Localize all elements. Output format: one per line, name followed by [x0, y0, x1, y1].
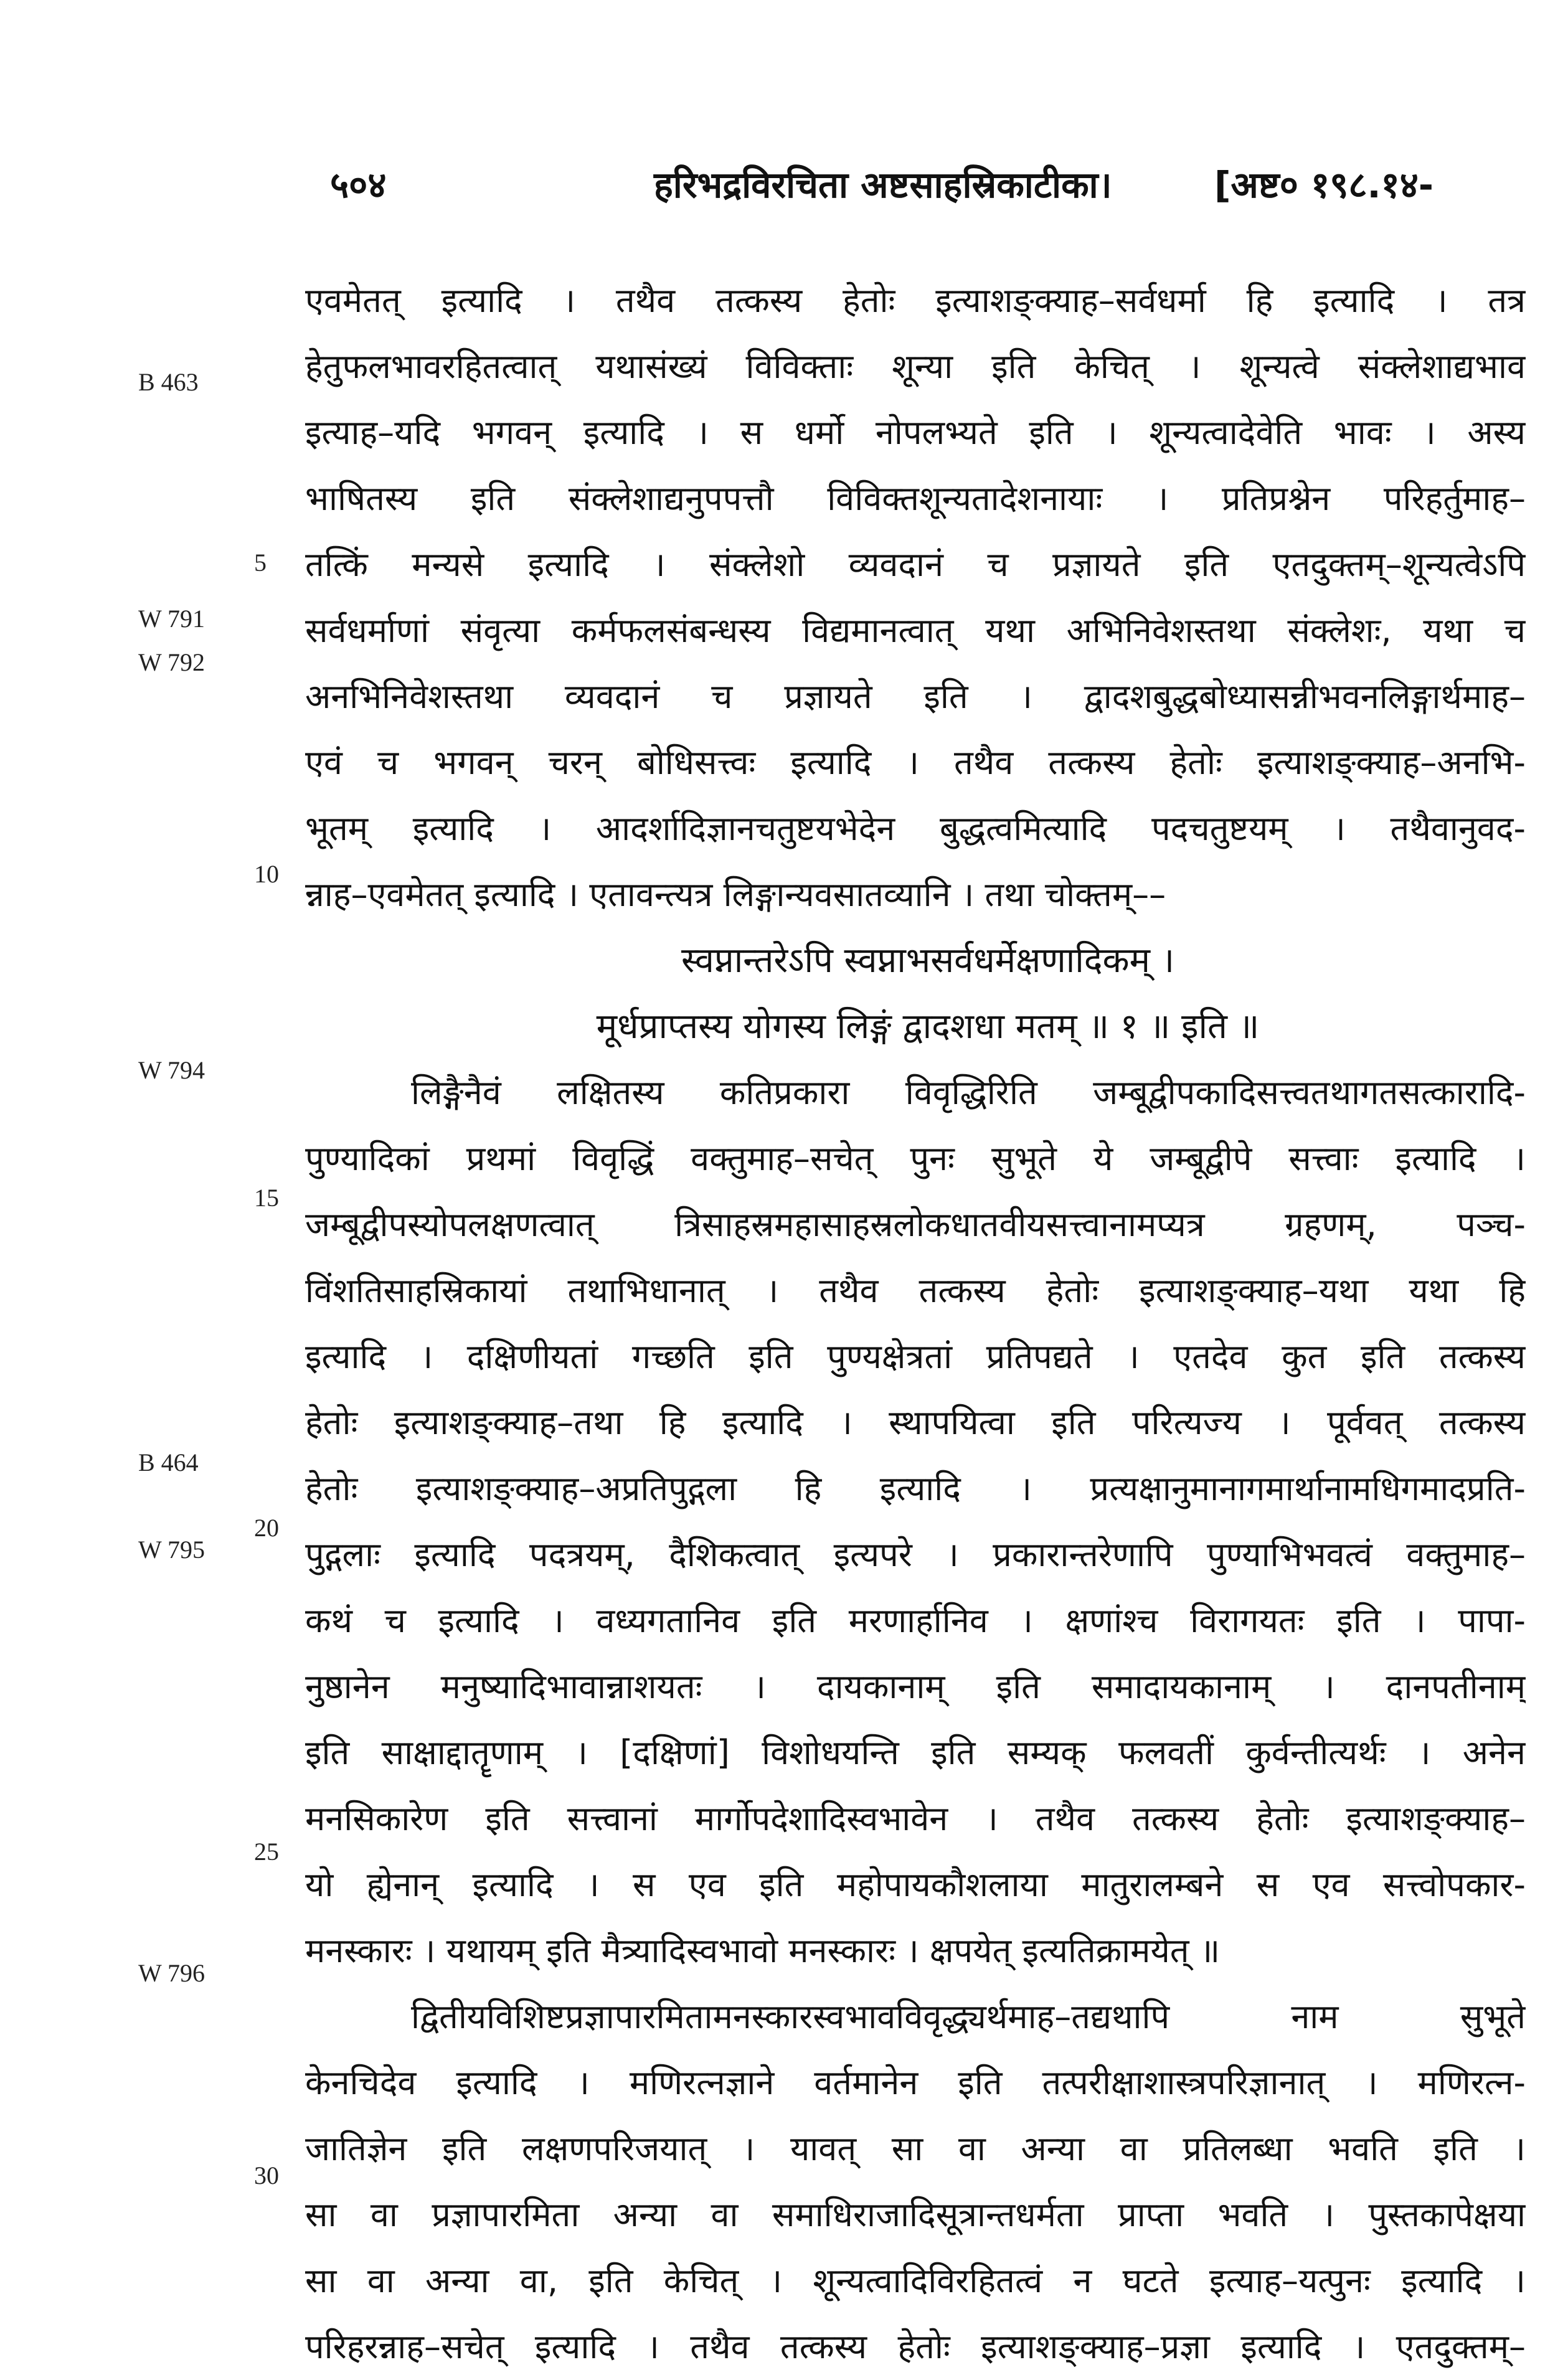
text-line: नुष्ठानेन मनुष्यादिभावान्नाशयतः । दायकानाम् इति समादायकानाम् । दानपतीनाम् — [305, 1667, 1526, 1706]
text-line: विंशतिसाहस्रिकायां तथाभिधानात् । तथैव तत्कस्य हेतोः इत्याशङ्क्याह–यथा यथा हि — [305, 1271, 1526, 1310]
margin-ref: W 795 — [138, 1536, 205, 1564]
text-line: अनभिनिवेशस्तथा व्यवदानं च प्रज्ञायते इति । द्वादशबुद्धबोध्यासन्नीभवनलिङ्गार्थमाह– — [305, 677, 1526, 716]
line-number: 30 — [254, 2161, 279, 2189]
text-line: जम्बूद्वीपस्योपलक्षणत्वात् त्रिसाहस्रमहासाहस्रलोकधातवीयसत्त्वानामप्यत्र ग्रहणम्, पञ्च- — [305, 1205, 1526, 1244]
text-line: भूतम् इत्यादि । आदर्शादिज्ञानचतुष्टयभेदेन बुद्धत्वमित्यादि पदचतुष्टयम् । तथैवानुवद- — [305, 809, 1526, 848]
text-line: पुद्गलाः इत्यादि पदत्रयम्, दैशिकत्वात् इत्यपरे । प्रकारान्तरेणापि पुण्याभिभवत्वं वक्तुमाह– — [305, 1535, 1526, 1574]
text-line: इत्यादि । दक्षिणीयतां गच्छति इति पुण्यक्षेत्रतां प्रतिपद्यते । एतदेव कुत इति तत्कस्य — [305, 1337, 1526, 1376]
text-line: जातिज्ञेन इति लक्षणपरिजयात् । यावत् सा वा अन्या वा प्रतिलब्धा भवति इति । — [305, 2129, 1526, 2168]
line-number: 5 — [254, 549, 267, 577]
text-line: सर्वधर्माणां संवृत्या कर्मफलसंबन्धस्य विद्यमानत्वात् यथा अभिनिवेशस्तथा संक्लेशः, यथा च — [305, 611, 1526, 650]
text-line: पुण्यादिकां प्रथमां विवृद्धिं वक्तुमाह–सचेत् पुनः सुभूते ये जम्बूद्वीपे सत्त्वाः इत्यादि । — [305, 1139, 1526, 1178]
text-line: हेतुफलभावरहितत्वात् यथासंख्यं विविक्ताः शून्या इति केचित् । शून्यत्वे संक्लेशाद्यभाव — [305, 347, 1526, 386]
running-header — [330, 159, 1513, 209]
verse-line: स्वप्नान्तरेऽपि स्वप्नाभसर्वधर्मेक्षणादिकम् । — [681, 940, 1175, 981]
text-line: मनसिकारेण इति सत्त्वानां मार्गोपदेशादिस्वभावेन । तथैव तत्कस्य हेतोः इत्याशङ्क्याह– — [305, 1799, 1526, 1838]
text-line: केनचिदेव इत्यादि । मणिरत्नज्ञाने वर्तमानेन इति तत्परीक्षाशास्त्रपरिज्ञानात् । मणिरत्न- — [305, 2063, 1526, 2102]
text-line: हेतोः इत्याशङ्क्याह–तथा हि इत्यादि । स्थापयित्वा इति परित्यज्य । पूर्ववत् तत्कस्य — [305, 1403, 1526, 1442]
text-line: यो ह्येनान् इत्यादि । स एव इति महोपायकौशलाया मातुरालम्बने स एव सत्त्वोपकार- — [305, 1865, 1526, 1904]
running-title: हरिभद्रविरचिता अष्टसाहस्रिकाटीका। — [654, 164, 1112, 206]
text-line: इत्याह–यदि भगवन् इत्यादि । स धर्मो नोपलभ्यते इति । शून्यत्वादेवेति भावः । अस्य — [305, 413, 1526, 452]
section-reference: [अष्ट० १९८.१४- — [1214, 164, 1433, 206]
line-number: 15 — [254, 1184, 279, 1212]
text-line: मनस्कारः । यथायम् इति मैत्र्यादिस्वभावो मनस्कारः । क्षपयेत् इत्यतिक्रामयेत् ॥ — [305, 1931, 1221, 1970]
margin-ref: W 792 — [138, 648, 205, 676]
text-line: एवमेतत् इत्यादि । तथैव तत्कस्य हेतोः इत्याशङ्क्याह–सर्वधर्मा हि इत्यादि । तत्र — [305, 281, 1526, 320]
text-line: सा वा प्रज्ञापारमिता अन्या वा समाधिराजादिसूत्रान्तधर्मता प्राप्ता भवति । पुस्तकापेक्षया — [305, 2195, 1526, 2234]
text-line: कथं च इत्यादि । वध्यगतानिव इति मरणार्हानिव । क्षणांश्च विरागयतः इति । पापा- — [305, 1601, 1526, 1640]
text-line: तत्किं मन्यसे इत्यादि । संक्लेशो व्यवदानं च प्रज्ञायते इति एतदुक्तम्–शून्यत्वेऽपि — [305, 545, 1526, 584]
text-line: भाषितस्य इति संक्लेशाद्यनुपपत्तौ विविक्तशून्यतादेशनायाः । प्रतिप्रश्नेन परिहर्तुमाह– — [305, 479, 1526, 518]
margin-ref: W 794 — [138, 1056, 205, 1084]
margin-ref: W 796 — [138, 1959, 205, 1987]
text-line: इति साक्षाद्दातॄणाम् । [दक्षिणां] विशोधयन्ति इति सम्यक् फलवतीं कुर्वन्तीत्यर्थः । अनेन — [305, 1733, 1526, 1772]
text-line: सा वा अन्या वा, इति केचित् । शून्यत्वादिविरहितत्वं न घटते इत्याह–यत्पुनः इत्यादि । — [305, 2261, 1526, 2300]
text-line: परिहरन्नाह–सचेत् इत्यादि । तथैव तत्कस्य हेतोः इत्याशङ्क्याह–प्रज्ञा इत्यादि । एतदुक्तम्– — [305, 2327, 1526, 2366]
text-line: एवं च भगवन् चरन् बोधिसत्त्वः इत्यादि । तथैव तत्कस्य हेतोः इत्याशङ्क्याह–अनभि- — [305, 743, 1526, 782]
page-number: ५०४ — [330, 164, 387, 206]
line-number: 20 — [254, 1514, 279, 1542]
text-line: हेतोः इत्याशङ्क्याह–अप्रतिपुद्गला हि इत्यादि । प्रत्यक्षानुमानागमार्थानामधिगमादप्रति- — [305, 1469, 1526, 1508]
line-number: 25 — [254, 1838, 279, 1866]
line-number: 10 — [254, 860, 279, 888]
margin-ref: B 463 — [138, 368, 199, 396]
text-line: द्वितीयविशिष्टप्रज्ञापारमितामनस्कारस्वभावविवृद्ध्यर्थमाह–तद्यथापि नाम सुभूते — [411, 1997, 1526, 2036]
text-line: लिङ्गैनैवं लक्षितस्य कतिप्रकारा विवृद्धिरिति जम्बूद्वीपकादिसत्त्वतथागतसत्कारादि- — [411, 1073, 1526, 1112]
margin-ref: W 791 — [138, 605, 205, 633]
verse-line: मूर्धप्राप्तस्य योगस्य लिङ्गं द्वादशधा मतम् ॥ १ ॥ इति ॥ — [596, 1006, 1260, 1047]
margin-ref: B 464 — [138, 1448, 199, 1476]
commentary-text — [305, 268, 1526, 2380]
text-line: न्नाह–एवमेतत् इत्यादि । एतावन्त्यत्र लिङ्गान्यवसातव्यानि । तथा चोक्तम्–– — [305, 875, 1166, 914]
